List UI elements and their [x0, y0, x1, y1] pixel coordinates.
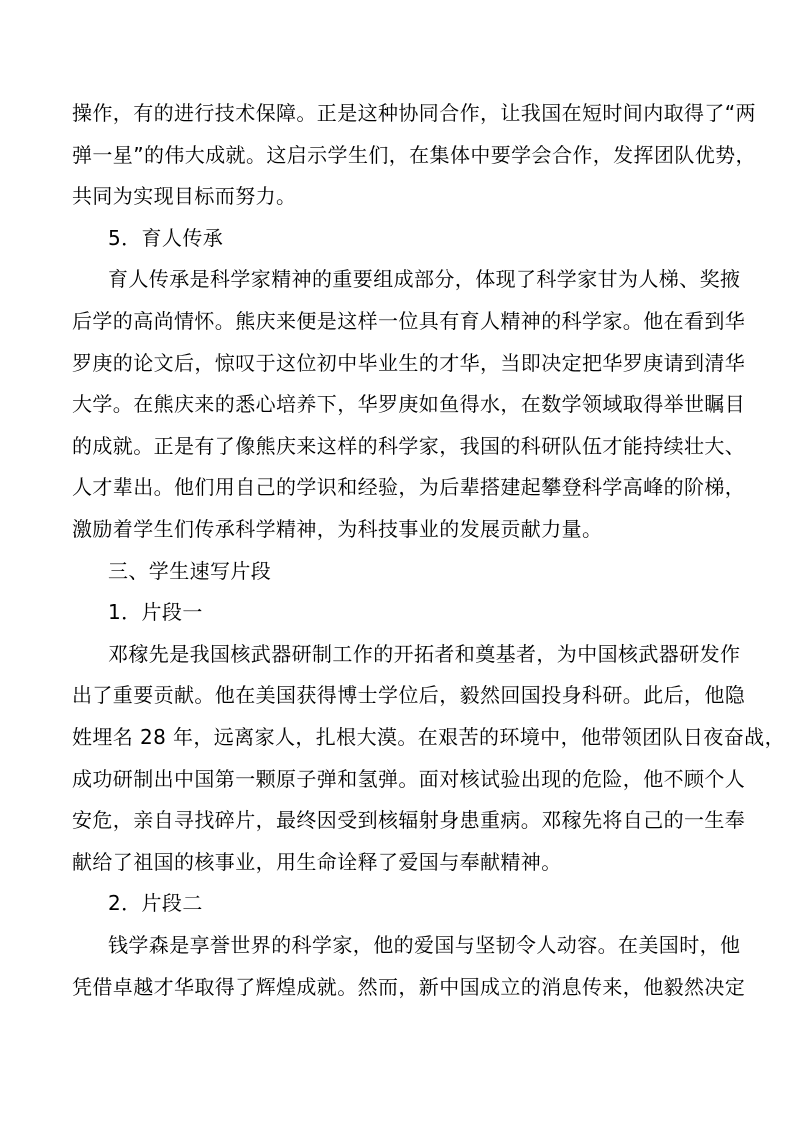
paragraph-line: 弹一星”的伟大成就。这启示学生们，在集体中要学会合作，发挥团队优势，	[72, 142, 756, 167]
paragraph-line-indented: 5．育人传承	[108, 225, 224, 250]
paragraph-line: 操作，有的进行技术保障。正是这种协同合作，让我国在短时间内取得了“两	[72, 101, 756, 125]
paragraph-line-indented: 邓稼先是我国核武器研制工作的开拓者和奠基者，为中国核武器研发作	[108, 641, 741, 666]
paragraph-line: 姓埋名 28 年，远离家人，扎根大漠。在艰苦的环境中，他带领团队日夜奋战，	[72, 725, 785, 749]
paragraph-line: 大学。在熊庆来的悉心培养下，华罗庚如鱼得水，在数学领域取得举世瞩目	[72, 392, 746, 417]
paragraph-line: 激励着学生们传承科学精神，为科技事业的发展贡献力量。	[72, 517, 603, 541]
paragraph-line-indented: 育人传承是科学家精神的重要组成部分，体现了科学家甘为人梯、奖掖	[108, 267, 741, 292]
paragraph-line: 的成就。正是有了像熊庆来这样的科学家，我国的科研队伍才能持续壮大、	[72, 433, 746, 458]
paragraph-line: 共同为实现目标而努力。	[72, 184, 297, 209]
paragraph-line: 成功研制出中国第一颗原子弹和氢弹。面对核试验出现的危险，他不顾个人	[72, 766, 746, 791]
paragraph-line-indented: 三、学生速写片段	[108, 558, 272, 583]
paragraph-line: 凭借卓越才华取得了辉煌成就。然而，新中国成立的消息传来，他毅然决定	[72, 974, 746, 999]
paragraph-line: 人才辈出。他们用自己的学识和经验，为后辈搭建起攀登科学高峰的阶梯，	[72, 475, 746, 500]
paragraph-line: 安危，亲自寻找碎片，最终因受到核辐射身患重病。邓稼先将自己的一生奉	[72, 808, 746, 833]
paragraph-line-indented: 2．片段二	[108, 891, 203, 916]
paragraph-line: 罗庚的论文后，惊叹于这位初中毕业生的才华，当即决定把华罗庚请到清华	[72, 350, 746, 375]
paragraph-line: 出了重要贡献。他在美国获得博士学位后，毅然回国投身科研。此后，他隐	[72, 683, 746, 708]
paragraph-line: 后学的高尚情怀。熊庆来便是这样一位具有育人精神的科学家。他在看到华	[72, 309, 746, 333]
paragraph-line: 献给了祖国的核事业，用生命诠释了爱国与奉献精神。	[72, 849, 562, 874]
paragraph-line-indented: 1．片段一	[108, 600, 203, 625]
paragraph-line-indented: 钱学森是享誉世界的科学家，他的爱国与坚韧令人动容。在美国时，他	[108, 933, 741, 957]
